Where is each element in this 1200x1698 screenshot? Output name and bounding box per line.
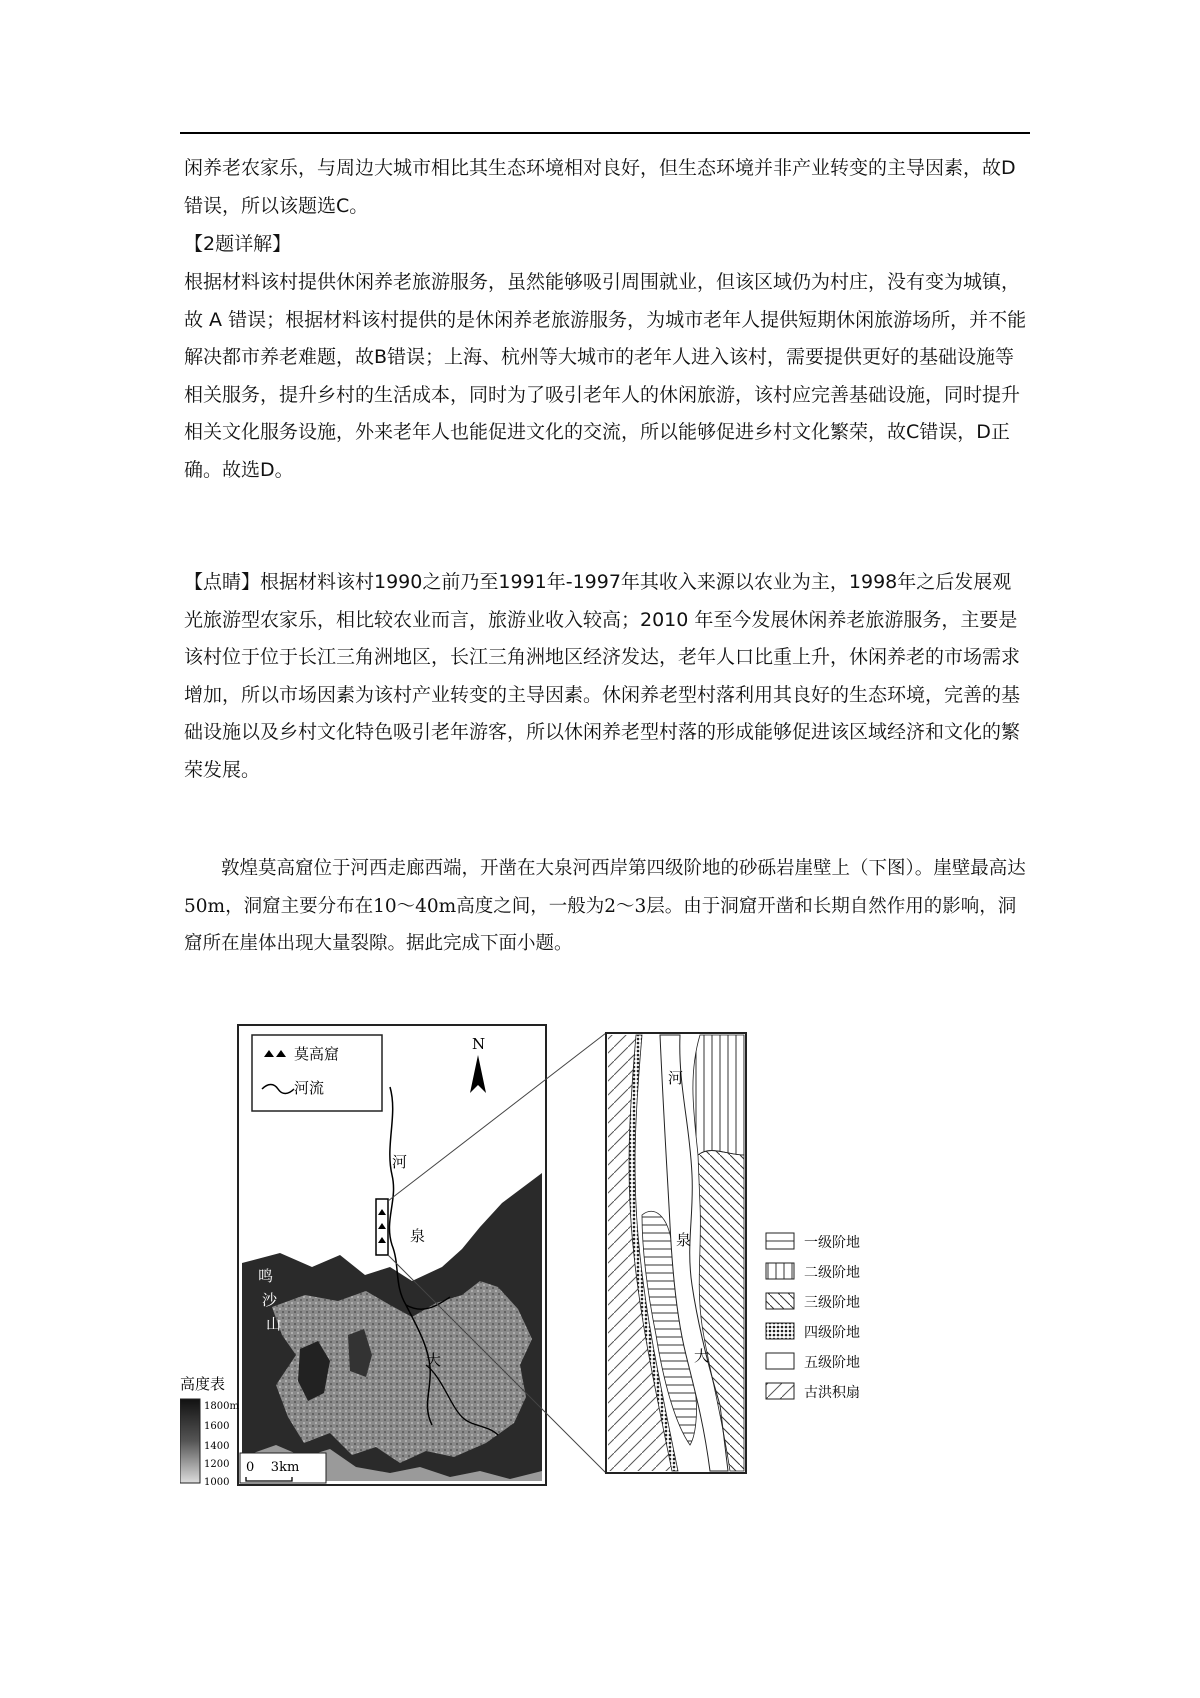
overview-map [180, 1025, 606, 1488]
map-sand-char-2: 沙 [262, 1291, 278, 1309]
map-river-char-1: 河 [392, 1153, 408, 1171]
paragraph-1: 闲养老农家乐，与周边大城市相比其生态环境相对良好，但生态环境并非产业转变的主导因素，故D错误，所以该题选C。 [184, 157, 1016, 217]
paragraph-2: 根据材料该村提供休闲养老旅游服务，虽然能够吸引周围就业，但该区域仍为村庄，没有变为城镇，故 A 错误；根据材料该村提供的是休闲养老旅游服务，为城市老年人提供短期休闲旅游场所，并不能解决都市养老难题，故B错误；上海、杭州等大城市的老年人进入该村，需要提供更好的基础设施等相关服务，提升乡村的生活成本，同时为了吸引老年人的休闲旅游，该村应完善基础设施，同时提升相关文化服务设施，外来老年人也能促进文化的交流，所以能够促进乡村文化繁荣，故C错误，D正确。故选D。 [184, 271, 1027, 481]
legend-terrace-4: 四级阶地 [804, 1325, 860, 1341]
header-rule [180, 132, 1030, 134]
scale-label: 0 3km [246, 1460, 300, 1475]
paragraph-3: 【点睛】根据材料该村1990之前乃至1991年-1997年其收入来源以农业为主，1998年之后发展观光旅游型农家乐，相比较农业而言，旅游业收入较高；2010 年至今发展休闲养老旅游服务，主要是该村位于位于长江三角洲地区，长江三角洲地区经济发达，老年人口比重上升，休闲养老的市场需求增加，所以市场因素为该村产业转变的主导因素。休闲养老型村落利用其良好的生态环境，完善的基础设施以及乡村文化特色吸引老年游客，所以休闲养老型村落的形成能够促进该区域经济和文化的繁荣发展。 [184, 571, 1021, 781]
legend-terrace-1: 一级阶地 [804, 1235, 860, 1251]
elevation-tick: 1200 [204, 1459, 230, 1470]
map-river-char-2: 泉 [410, 1227, 426, 1245]
map-legend-cave: 莫高窟 [294, 1045, 340, 1063]
detail-map [606, 1033, 746, 1473]
legend-terrace-2: 二级阶地 [804, 1265, 860, 1281]
map-legend-river: 河流 [294, 1079, 325, 1097]
map-river-char-3: 大 [426, 1351, 442, 1369]
detail-river-char-1: 河 [668, 1069, 684, 1087]
elevation-tick: 1400 [204, 1441, 230, 1452]
terrace-legend [766, 1233, 860, 1401]
legend-alluvial-fan: 古洪积扇 [804, 1385, 860, 1401]
legend-terrace-5: 五级阶地 [804, 1355, 860, 1371]
section-heading: 【2题详解】 [184, 233, 292, 255]
elevation-bar [180, 1399, 200, 1483]
figure [180, 1005, 1040, 1525]
map-sand-char-1: 鸣 [258, 1267, 274, 1285]
elevation-tick: 1800m [204, 1401, 239, 1412]
north-label: N [472, 1035, 486, 1053]
map-sand-char-3: 山 [266, 1315, 282, 1333]
elevation-tick: 1600 [204, 1421, 230, 1432]
legend-terrace-3: 三级阶地 [804, 1295, 860, 1311]
elevation-tick: 1000 [204, 1477, 230, 1488]
question-stem: 敦煌莫高窟位于河西走廊西端，开凿在大泉河西岸第四级阶地的砂砾岩崖壁上（下图）。崖壁最高达50m，洞窟主要分布在10～40m高度之间，一般为2～3层。由于洞窟开凿和长期自然作用的影响，洞窟所在崖体出现大量裂隙。据此完成下面小题。 [184, 858, 1026, 954]
detail-river-char-3: 大 [694, 1347, 710, 1365]
detail-river-char-2: 泉 [676, 1231, 692, 1249]
elevation-title: 高度表 [180, 1375, 226, 1393]
